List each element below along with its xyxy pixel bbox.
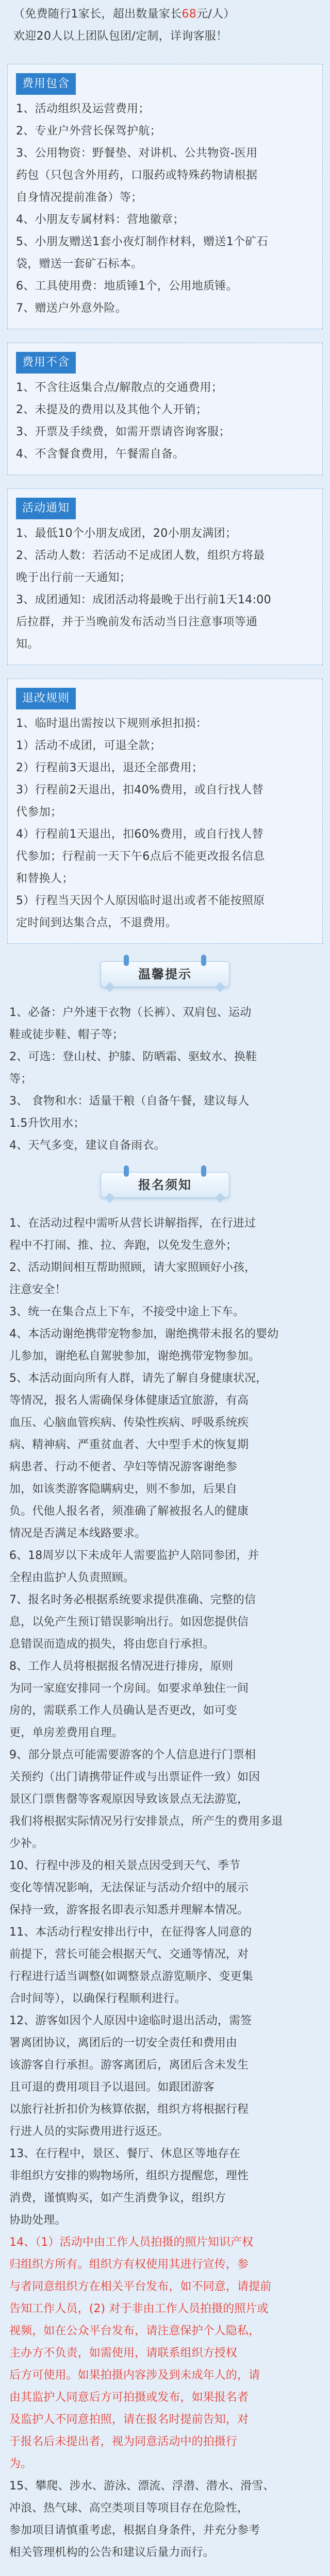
text-line: 全程由监护人负责照顾。	[9, 1571, 135, 1584]
signup-notice-banner-box	[101, 1172, 229, 1198]
activity-notice-card	[7, 488, 323, 665]
text-line: 4、不含餐食费用，午餐需自备。	[16, 448, 185, 461]
text-line: 且可退的费用项目予以退回。如跟团游客	[9, 2081, 214, 2094]
text-line: 8、工作人员将根据报名情况进行排房，原则	[9, 1660, 233, 1673]
banner-pin-icon	[201, 1165, 206, 1177]
activity-notice-tag: 活动通知	[16, 498, 76, 519]
warm-tips-banner	[0, 957, 330, 991]
text-line: 视频，如在公众平台发布，请注意保护个人隐私，	[9, 2325, 260, 2337]
text-line: 主办方不负责，如需使用，请联系组织方授权	[9, 2347, 238, 2360]
banner-pin-icon	[201, 955, 206, 966]
text-line: 1、最低10个小朋友成团，20小朋友满团；	[16, 527, 237, 540]
text-line: 和替换人；	[16, 872, 74, 885]
signup-notice-photo-rules	[9, 2231, 321, 2475]
signup-notice-list	[9, 1212, 321, 2231]
text-line: 代参加；	[16, 806, 62, 819]
text-line: 程中不打闹、推、拉、奔跑，以免发生意外；	[9, 1239, 238, 1252]
fees-excluded-card	[7, 343, 323, 475]
text-line: 告知工作人员，(2) 对于非由工作人员拍摄的照片或	[9, 2302, 269, 2315]
text-line: 病、精神病、严重贫血者、大中型手术的恢复期	[9, 1438, 249, 1451]
text-line: 5）行程当天因个人原因临时退出或者不能按照原	[16, 894, 265, 907]
text-line: 1、不含往返集合点/解散点的交通费用；	[16, 381, 223, 394]
text-line: 血压、心脑血管疾病、传染性疾病、呼吸系统疾	[9, 1416, 249, 1429]
text-line: 以旅行社折扣价为核算依据，组织方将根据行程	[9, 2103, 249, 2116]
text-line: 6、工具使用费：地质锤1个，公用地质锤。	[16, 280, 238, 293]
text-line: 3、开票及手续费，如需开票请咨询客服；	[16, 426, 230, 438]
text-line: 关预约（出门请携带证件或与出票证件一致）如因	[9, 1771, 260, 1784]
text-line: 归组织方所有。组织方有权使用其进行宣传，参	[9, 2258, 249, 2271]
text-line: 保持一致，游客报名即表示知悉并理解本情况。	[9, 1904, 249, 1917]
text-line: 3、统一在集合点上下车，不接受中途上下车。	[9, 1306, 245, 1318]
text-line: 冲浪、热气球、高空类项目等项目存在危险性，	[9, 2502, 249, 2515]
parent-fee-note: （免费随行1家长，超出数量家长68元/人）	[13, 8, 235, 21]
text-line: 更，单房差费用自理。	[9, 1726, 124, 1739]
text-line: 知。	[16, 638, 39, 651]
text-line: 1、临时退出需按以下规则承担扣损：	[16, 717, 208, 730]
text-line: 3、 食物和水：适量干粮（自备午餐，建议每人	[9, 1095, 250, 1108]
text-line: 2、专业户外营长保驾护航；	[16, 125, 161, 138]
signup-notice-banner	[0, 1168, 330, 1202]
fees-included-tag: 费用包含	[16, 73, 76, 95]
text-line: 晚于出行前一天通知；	[16, 571, 131, 584]
text-line: 加，如该类游客隐瞒病史，则不参加，后果自	[9, 1483, 238, 1496]
refund-rules-tag: 退改规则	[16, 688, 76, 709]
warm-tips-list	[9, 1002, 321, 1157]
text-line: 5、小朋友赠送1套小夜灯制作材料，赠送1个矿石	[16, 235, 268, 248]
text-line: 6、18周岁以下未成年人需要监护人陪同参团，并	[9, 1549, 259, 1562]
fees-excluded-tag: 费用不含	[16, 352, 76, 374]
text-line: 4、天气多变，建议自备雨衣。	[9, 1139, 166, 1152]
activity-notice-list	[16, 522, 314, 655]
text-line: 5、本活动面向所有人群，请先了解自身健康状况，	[9, 1372, 268, 1385]
parent-fee-price: 68	[182, 8, 197, 21]
text-line: 为。	[9, 2458, 32, 2470]
text-line: 注意安全！	[9, 1283, 67, 1296]
text-line: 息错误而造成的损失，将由您自行承担。	[9, 1638, 214, 1651]
text-line: 消费，谨慎购买，如产生消费争议，组织方	[9, 2192, 226, 2205]
warm-tips-title: 温馨提示	[138, 967, 192, 981]
text-line: 定时间到达集合点，不退费用。	[16, 917, 177, 929]
text-line: 协助处理。	[9, 2214, 67, 2227]
text-line: 2）行程前3天退出，退还全部费用；	[16, 761, 204, 774]
text-line: 行进人员的实际费用进行返还。	[9, 2125, 169, 2138]
text-line: 情况是否满足本线路要求。	[9, 1527, 146, 1540]
text-line: 相关管理机构的公告和建议后量力而行。	[9, 2546, 214, 2559]
text-line: 合时间等），以确保行程顺利进行。	[9, 1992, 186, 2005]
text-line: 少补。	[9, 1837, 44, 1850]
text-line: 1）活动不成团，可退全款；	[16, 739, 161, 752]
text-line: 署离团协议，离团后的一切安全责任和费用由	[9, 2037, 238, 2049]
fees-included-list	[16, 98, 314, 319]
text-line: 行程进行适当调整(如调整景点游览顺序、变更集	[9, 1970, 253, 1983]
text-line: 10、行程中涉及的相关景点因受到天气、季节	[9, 1859, 241, 1872]
text-line: 15、攀爬、涉水、游泳、漂流、浮潜、潜水、滑雪、	[9, 2480, 275, 2493]
banner-pin-icon	[124, 1165, 129, 1177]
text-line: 4、小朋友专属材料：营地徽章；	[16, 213, 185, 226]
text-line: 病患者、行动不便者、孕妇等情况游客谢绝参	[9, 1461, 238, 1473]
text-line: 景区门票售罄等客观原因导致该景点无法游览，	[9, 1793, 249, 1806]
text-line: 我们将根据实际情况另行安排景点，所产生的费用多退	[9, 1815, 283, 1828]
text-line: 息，以免产生预订错误影响出行。如因您提供信	[9, 1616, 249, 1629]
signup-notice-title: 报名须知	[138, 1177, 192, 1192]
signup-notice-risk-rules	[9, 2475, 321, 2564]
text-line: 3、成团通知：成团活动将最晚于出行前1天14:00	[16, 594, 271, 606]
text-line: 该游客自行承担。游客离团后，离团后含未发生	[9, 2059, 249, 2072]
text-line: 9、部分景点可能需要游客的个人信息进行门票相	[9, 1749, 256, 1761]
text-line: 后拉群，并于当晚前发布活动当日注意事项等通	[16, 616, 258, 629]
text-line: 7、赠送户外意外险。	[16, 302, 127, 315]
text-line: 参加项目请慎重考虑，根据自身条件，并充分参考	[9, 2524, 260, 2537]
refund-rules-list	[16, 713, 314, 934]
text-line: 3）行程前2天退出，扣40%费用，或自行找人替	[16, 784, 263, 796]
fees-excluded-list	[16, 377, 314, 465]
text-line: 由其监护人同意后方可拍摄或发布，如果报名者	[9, 2391, 249, 2404]
text-line: 变化等情况影响，无法保证与活动介绍中的展示	[9, 1882, 249, 1894]
text-line: 药包（只包含外用药，口服药或特殊药物请根据	[16, 169, 258, 182]
text-line: 房的，需联系工作人员确认是否更改，如可变	[9, 1704, 238, 1717]
text-line: 非组织方安排的购物场所，组织方提醒您，理性	[9, 2170, 249, 2182]
refund-rules-card	[7, 679, 323, 944]
text-line: 11、本活动行程安排出行中，在征得客人同意的	[9, 1926, 252, 1939]
text-line: 1、在活动过程中需听从营长讲解指挥，在行进过	[9, 1217, 256, 1230]
banner-pin-icon	[124, 955, 129, 966]
text-line: 自身情况提前准备）等；	[16, 191, 143, 204]
text-line: 1、活动组织及运营费用；	[16, 103, 150, 115]
text-line: 14、（1）活动中由工作人员拍摄的照片知识产权	[9, 2236, 254, 2249]
intro-section	[0, 0, 330, 47]
fees-included-card	[7, 64, 323, 329]
text-line: 2、可选：登山杖、护膝、防晒霜、驱蚊水、换鞋	[9, 1050, 257, 1063]
text-line: 儿参加，谢绝私自駕驶参加，谢绝携带宠物参加。	[9, 1350, 260, 1363]
text-line: 前提下，营长可能会根据天气、交通等情况，对	[9, 1948, 249, 1961]
text-line: 为同一家庭安排同一个房间。如要求单独住一间	[9, 1682, 249, 1695]
text-line: 2、活动人数：若活动不足成团人数，组织方将最	[16, 549, 265, 562]
text-line: 袋，赠送一套矿石标本。	[16, 258, 143, 270]
text-line: 12、游客如因个人原因中途临时退出活动，需签	[9, 2014, 252, 2027]
text-line: 于报名后未提出者，视为同意活动中的拍摄行	[9, 2435, 238, 2448]
text-line: 2、活动期间相互帮助照顾，请大家照顾好小孩，	[9, 1261, 256, 1274]
warm-tips-banner-box	[101, 961, 229, 987]
text-line: 7、报名时务必根据系统要求提供准确、完整的信	[9, 1594, 256, 1606]
text-line: 负。代他人报名者，须准确了解被报名人的健康	[9, 1505, 249, 1518]
text-line: 代参加；行程前一天下午6点后不能更改报名信息	[16, 850, 265, 863]
text-line: 3、公用物资：野餐垫、对讲机、公共物资-医用	[16, 147, 258, 160]
text-line: 1.5升饮用水；	[9, 1117, 85, 1130]
text-line: 鞋或徒步鞋、帽子等；	[9, 1028, 124, 1041]
text-line: 2、未提及的费用以及其他个人开销；	[16, 403, 208, 416]
text-line: 1、必备：户外速干衣物（长裤）、双肩包、运动	[9, 1006, 252, 1019]
group-booking-note: 欢迎20人以上团队包团/定制，详询客服！	[13, 30, 228, 43]
text-line: 与者同意组织方在相关平台发布，如不同意，请提前	[9, 2280, 272, 2293]
text-line: 4）行程前1天退出，扣60%费用，或自行找人替	[16, 828, 263, 841]
text-line: 及监护人不同意拍照，请在报名时提前告知，对	[9, 2413, 249, 2426]
text-line: 后方可使用。如果拍摄内容涉及到未成年人的，请	[9, 2369, 260, 2382]
text-line: 13、在行程中，景区、餐厅、休息区等地存在	[9, 2147, 241, 2160]
text-line: 等情况，报名人需确保身体健康适宜旅游，有高	[9, 1394, 249, 1407]
text-line: 4、本活动谢绝携带宠物参加，谢绝携带未报名的婴幼	[9, 1328, 279, 1341]
text-line: 等；	[9, 1073, 32, 1086]
signup-notice-body	[7, 1212, 323, 2564]
